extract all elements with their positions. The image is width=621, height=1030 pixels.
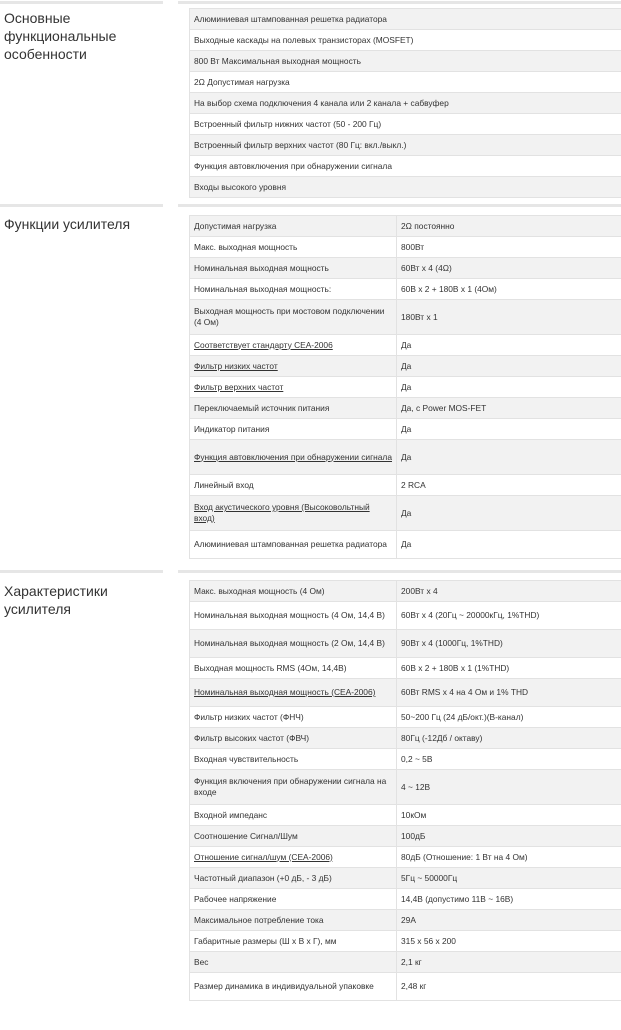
table-row [190, 658, 621, 679]
spec-label-cell [190, 805, 397, 826]
spec-value: Да [397, 419, 621, 440]
spec-label: Выходная мощность RMS (4Ом, 14,4В) [194, 662, 347, 673]
spec-label-cell [190, 889, 397, 910]
spec-value: 2Ω постоянно [397, 216, 621, 237]
spec-value: Да, с Power MOS-FET [397, 398, 621, 419]
spec-label-cell [190, 728, 397, 749]
table-row [190, 356, 621, 377]
table-row [190, 216, 621, 237]
spec-label-cell [190, 475, 397, 496]
spec-label-link[interactable]: Фильтр верхних частот [194, 381, 284, 392]
amplifier-specs-table [189, 580, 621, 1001]
spec-value: 80дБ (Отношение: 1 Вт на 4 Ом) [397, 847, 621, 868]
table-row [190, 279, 621, 300]
section-title-amplifier-functions: Функции усилителя [4, 216, 131, 232]
spec-label: Габаритные размеры (Ш x В x Г), мм [194, 935, 337, 946]
spec-label-cell [190, 440, 397, 475]
table-row [190, 770, 621, 805]
spec-label: Алюминиевая штампованная решетка радиатора [194, 539, 387, 549]
spec-label-link[interactable]: Номинальная выходная мощность (CEA-2006) [194, 687, 376, 697]
spec-label-cell [190, 826, 397, 847]
spec-label-link[interactable]: Вход акустического уровня (Высоковольтный вход) [194, 502, 370, 523]
table-row [190, 910, 621, 931]
spec-label-cell [190, 398, 397, 419]
spec-value: Да [397, 496, 621, 531]
table-row [190, 114, 621, 135]
spec-label: Фильтр низких частот (ФНЧ) [194, 711, 304, 722]
spec-value: 800Вт [397, 237, 621, 258]
table-row [190, 398, 621, 419]
spec-label: Размер динамика в индивидуальной упаковке [194, 981, 374, 991]
spec-label-cell [190, 931, 397, 952]
feature-item: Выходные каскады на полевых транзисторах (MOSFET) [190, 30, 621, 51]
spec-value: Да [397, 335, 621, 356]
table-row [190, 440, 621, 475]
spec-label-link[interactable]: Отношение сигнал/шум (CEA-2006) [194, 851, 333, 862]
spec-label-link[interactable]: Соответствует стандарту CEA-2006 [194, 339, 333, 350]
spec-label-link[interactable]: Фильтр низких частот [194, 360, 278, 371]
table-row [190, 826, 621, 847]
table-row [190, 531, 621, 559]
spec-label: Номинальная выходная мощность (2 Ом, 14,4 В) [194, 638, 385, 648]
table-row [190, 419, 621, 440]
table-row [190, 30, 621, 51]
spec-label-cell [190, 630, 397, 658]
table-row [190, 679, 621, 707]
spec-label: Соотношение Сигнал/Шум [194, 830, 298, 841]
spec-label-cell [190, 419, 397, 440]
spec-value: 100дБ [397, 826, 621, 847]
spec-label-cell [190, 749, 397, 770]
feature-item: Входы высокого уровня [190, 177, 621, 198]
spec-value: 180Вт x 1 [397, 300, 621, 335]
spec-label-cell [190, 531, 397, 559]
table-row [190, 952, 621, 973]
table-row [190, 868, 621, 889]
spec-value: 0,2 ~ 5В [397, 749, 621, 770]
spec-label-cell [190, 707, 397, 728]
spec-value: 200Вт x 4 [397, 581, 621, 602]
table-row [190, 237, 621, 258]
spec-label: Линейный вход [194, 479, 254, 490]
feature-item: Функция автовключения при обнаружении сигнала [190, 156, 621, 177]
table-row [190, 749, 621, 770]
spec-label: Частотный диапазон (+0 дБ, - 3 дБ) [194, 872, 332, 883]
spec-label-cell [190, 910, 397, 931]
table-row [190, 728, 621, 749]
table-row [190, 847, 621, 868]
spec-label: Допустимая нагрузка [194, 220, 277, 231]
spec-label-cell [190, 581, 397, 602]
spec-label: Макс. выходная мощность [194, 241, 298, 252]
spec-label-cell [190, 602, 397, 630]
table-row [190, 630, 621, 658]
table-row [190, 707, 621, 728]
table-row [190, 72, 621, 93]
spec-value: 50~200 Гц (24 дБ/окт.)(В-канал) [397, 707, 621, 728]
spec-label-cell [190, 300, 397, 335]
spec-value: Да [397, 440, 621, 475]
spec-label-cell [190, 237, 397, 258]
spec-value: 2 RCA [397, 475, 621, 496]
spec-value: 2,48 кг [397, 973, 621, 1001]
table-row [190, 156, 621, 177]
feature-item: Встроенный фильтр нижних частот (50 - 200 Гц) [190, 114, 621, 135]
table-row [190, 177, 621, 198]
feature-item: 2Ω Допустимая нагрузка [190, 72, 621, 93]
spec-label-cell [190, 679, 397, 707]
spec-label: Рабочее напряжение [194, 893, 277, 904]
spec-label-cell [190, 356, 397, 377]
spec-label: Номинальная выходная мощность: [194, 283, 332, 294]
spec-label: Номинальная выходная мощность [194, 262, 329, 273]
spec-value: 60В x 2 + 180В x 1 (4Ом) [397, 279, 621, 300]
spec-value: 14,4В (допустимо 11В ~ 16В) [397, 889, 621, 910]
spec-value: 29А [397, 910, 621, 931]
section-divider [0, 1, 621, 4]
table-row [190, 581, 621, 602]
spec-value: 10кОм [397, 805, 621, 826]
feature-item: На выбор схема подключения 4 канала или 2 канала + сабвуфер [190, 93, 621, 114]
spec-label-cell [190, 258, 397, 279]
spec-label: Выходная мощность при мостовом подключении (4 Ом) [194, 306, 385, 327]
spec-value: Да [397, 531, 621, 559]
spec-label: Вес [194, 956, 209, 967]
table-row [190, 496, 621, 531]
spec-label-cell [190, 952, 397, 973]
spec-value: 2,1 кг [397, 952, 621, 973]
spec-label-cell [190, 868, 397, 889]
spec-label: Входной импеданс [194, 809, 268, 820]
spec-value: 315 x 56 x 200 [397, 931, 621, 952]
spec-label: Переключаемый источник питания [194, 402, 330, 413]
table-row [190, 805, 621, 826]
feature-item: Встроенный фильтр верхних частот (80 Гц: вкл./выкл.) [190, 135, 621, 156]
spec-value: 60Вт x 4 (4Ω) [397, 258, 621, 279]
spec-value: Да [397, 377, 621, 398]
table-row [190, 300, 621, 335]
table-row [190, 258, 621, 279]
spec-label: Индикатор питания [194, 423, 270, 434]
spec-value: 80Гц (-12Дб / октаву) [397, 728, 621, 749]
table-row [190, 51, 621, 72]
feature-item: 800 Вт Максимальная выходная мощность [190, 51, 621, 72]
section-divider [0, 204, 621, 207]
spec-label: Функция включения при обнаружении сигнала на входе [194, 776, 387, 797]
spec-value: Да [397, 356, 621, 377]
amplifier-functions-table [189, 215, 621, 559]
features-table [189, 8, 621, 198]
table-row [190, 135, 621, 156]
table-row [190, 931, 621, 952]
spec-label-cell [190, 973, 397, 1001]
spec-value: 60В x 2 + 180В x 1 (1%THD) [397, 658, 621, 679]
spec-value: 4 ~ 12В [397, 770, 621, 805]
spec-label-cell [190, 496, 397, 531]
section-title-features: Основные функциональные особенности [4, 10, 117, 62]
spec-label-cell [190, 279, 397, 300]
spec-label-cell [190, 335, 397, 356]
spec-label: Фильтр высоких частот (ФВЧ) [194, 732, 310, 743]
table-row [190, 602, 621, 630]
spec-label-cell [190, 658, 397, 679]
spec-value: 5Гц ~ 50000Гц [397, 868, 621, 889]
spec-label-cell [190, 216, 397, 237]
spec-value: 60Вт x 4 (20Гц ~ 20000кГц, 1%THD) [397, 602, 621, 630]
table-row [190, 889, 621, 910]
spec-label: Номинальная выходная мощность (4 Ом, 14,4 В) [194, 610, 385, 620]
spec-label-cell [190, 770, 397, 805]
spec-value: 90Вт x 4 (1000Гц, 1%THD) [397, 630, 621, 658]
table-row [190, 335, 621, 356]
spec-label: Максимальное потребление тока [194, 914, 324, 925]
table-row [190, 377, 621, 398]
feature-item: Алюминиевая штампованная решетка радиатора [190, 9, 621, 30]
spec-value: 60Вт RMS x 4 на 4 Ом и 1% THD [397, 679, 621, 707]
spec-label-cell [190, 377, 397, 398]
table-row [190, 973, 621, 1001]
spec-label-link[interactable]: Функция автовключения при обнаружении сигнала [194, 451, 392, 462]
section-title-amplifier-specs: Характеристики усилителя [4, 583, 108, 617]
spec-label: Макс. выходная мощность (4 Ом) [194, 585, 325, 596]
table-row [190, 9, 621, 30]
spec-label: Входная чувствительность [194, 753, 299, 764]
spec-label-cell [190, 847, 397, 868]
table-row [190, 93, 621, 114]
table-row [190, 475, 621, 496]
section-divider [0, 570, 621, 573]
